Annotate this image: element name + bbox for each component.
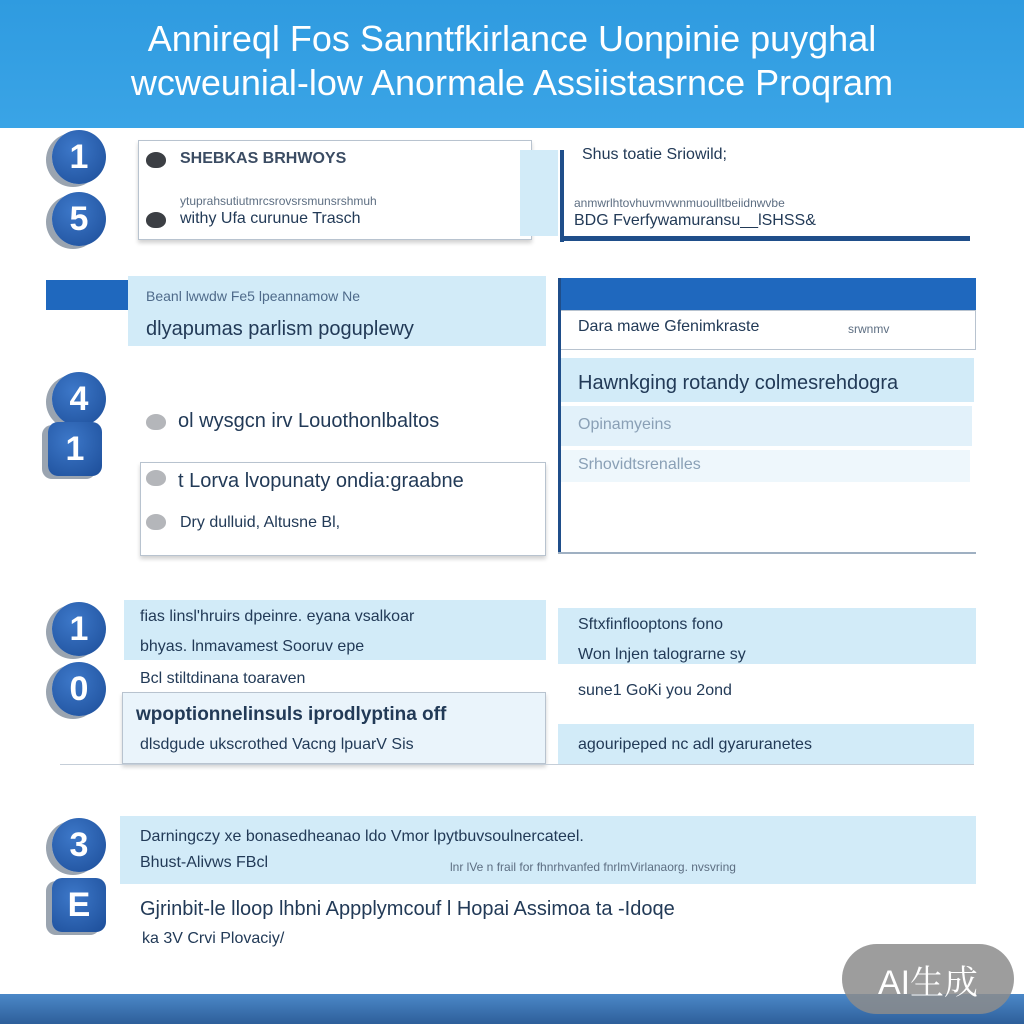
section-2-right-row-3: Opinamyeins xyxy=(578,416,672,433)
section-4-line-2: ka 3V Crvi Plovaciy/ xyxy=(142,930,285,947)
divider xyxy=(60,764,974,765)
bullet-icon xyxy=(146,470,166,486)
section-2-right-row-2: Hawnkging rotandy colmesrehdogra xyxy=(578,372,899,394)
section-3-box-line-2: dlsdgude ukscrothed Vacng lpuarV Sis xyxy=(140,736,414,753)
section-2-bar-small: Beanl lwwdw Fe5 lpeannamow Ne xyxy=(146,288,360,304)
divider xyxy=(558,552,976,554)
connector-bar xyxy=(520,150,558,236)
section-1-left-row-2: withy Ufa curunue Trasch xyxy=(180,210,361,227)
section-2-right-row-1: Dara mawe Gfenimkraste xyxy=(578,318,760,335)
step-badge: 4 xyxy=(52,372,106,426)
section-3-left-row-3: Bcl stiltdinana toaraven xyxy=(140,670,306,687)
section-1-right-title: Shus toatie Sriowild; xyxy=(582,146,727,163)
divider xyxy=(558,278,561,554)
step-badge: 1 xyxy=(52,130,106,184)
bullet-icon xyxy=(146,514,166,530)
header-bar-right xyxy=(558,278,976,310)
section-1-left-row-1: SHEBKAS BRHWOYS xyxy=(180,150,347,167)
section-2-item-3: Dry dulluid, Altusne Bl, xyxy=(180,514,341,531)
section-2-right-row-1-suffix: srwnmv xyxy=(848,322,890,336)
step-badge: 3 xyxy=(52,818,106,872)
section-2-item-1: ol wysgcn irv Louothonlbaltos xyxy=(178,410,440,432)
section-3-right-row-3: sune1 GoKi you 2ond xyxy=(578,682,732,699)
step-badge: 1 xyxy=(48,422,102,476)
divider xyxy=(560,236,970,241)
step-badge: 5 xyxy=(52,192,106,246)
bullet-icon xyxy=(146,414,166,430)
section-3-right-row-1: Sftxfinflooptons fono xyxy=(578,616,723,633)
bullet-icon xyxy=(146,152,166,168)
divider xyxy=(560,150,564,242)
section-3-right-row-4: agouripeped nc adl gyaruranetes xyxy=(578,736,812,753)
section-1-right-small: anmwrlhtovhuvmvwnmuoulltbeiidnwvbe xyxy=(574,196,785,210)
section-4-bar-line-1: Darningczy xe bonasedheanao ldo Vmor lpytbuvsoulnercateel. xyxy=(140,828,584,845)
page-header xyxy=(0,0,1024,128)
step-badge: E xyxy=(52,878,106,932)
bullet-icon xyxy=(146,212,166,228)
step-badge: 0 xyxy=(52,662,106,716)
page-title-line-2: wcweunial-low Anormale Assiistasrnce Proqram xyxy=(130,62,894,103)
ai-generated-watermark: AI生成 xyxy=(842,944,1014,1014)
section-2-item-2: t Lorva lvopunaty ondia:graabne xyxy=(178,470,464,492)
section-3-right-row-2: Won lnjen talograrne sy xyxy=(578,646,746,663)
section-3-box-line-1: wpoptionnelinsuls iprodlyptina off xyxy=(136,704,447,725)
section-1-left-small: ytuprahsutiutmrcsrovsrsmunsrshmuh xyxy=(180,194,377,208)
section-4-bar-line-2-right: lnr lVe n frail for fhnrhvanfed fnrlmVirlanaorg. nvsvring xyxy=(450,860,736,874)
step-badge: 1 xyxy=(52,602,106,656)
section-3-left-row-1: fias linsl'hruirs dpeinre. eyana vsalkoar xyxy=(140,608,415,625)
page-title-line-1: Annireql Fos Sanntfkirlance Uonpinie puyghal xyxy=(147,18,877,59)
section-2-bar-text: dlyapumas parlism poguplewy xyxy=(146,318,414,340)
section-2-right-row-4: Srhovidtsrenalles xyxy=(578,456,701,473)
section-1-right-row: BDG Fverfywamuransu__lSHSS& xyxy=(574,212,816,229)
section-4-bar-line-2-left: Bhust-Alivws FBcl xyxy=(140,854,269,871)
header-bar-left xyxy=(46,280,130,310)
section-3-left-row-2: bhyas. lnmavamest Sooruv epe xyxy=(140,638,365,655)
section-4-line-1: Gjrinbit-le lloop lhbni Appplymcouf l Hopai Assimoa ta -Idoqe xyxy=(140,898,675,920)
